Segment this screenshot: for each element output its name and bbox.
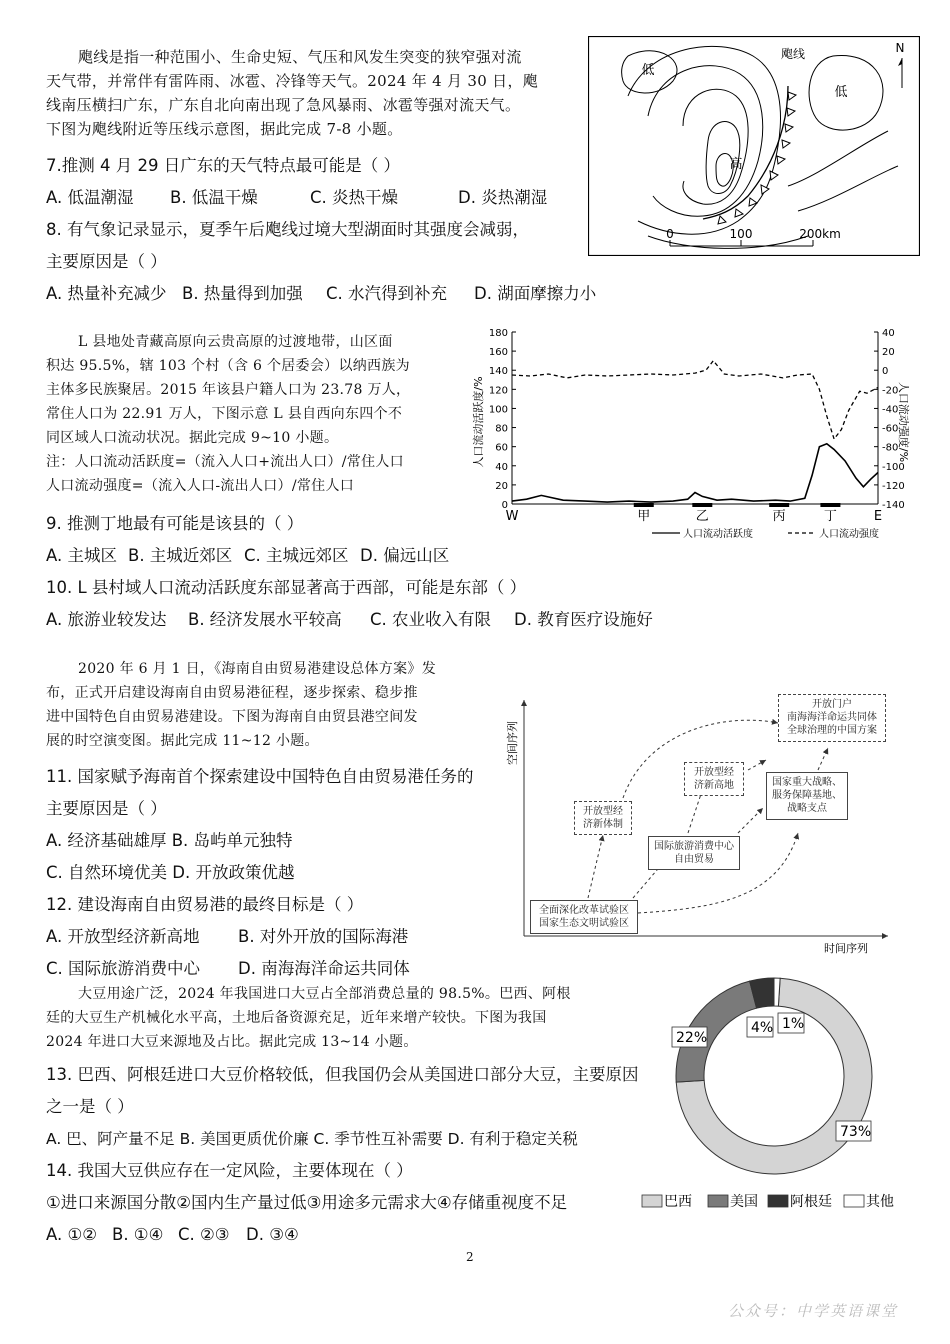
q14-option-b[interactable]: B. ①④ (112, 1225, 164, 1244)
section4-intro (46, 982, 636, 1054)
intro-line: 常住人口为 22.91 万人，下图示意 L 县自西向东四个不 (46, 406, 403, 422)
right-tick-label: -120 (882, 480, 905, 492)
intro-line: 飑线是指一种范围小、生命史短、气压和风发生突变的狭窄强对流 (78, 48, 522, 66)
q13-options[interactable]: A. 巴、阿产量不足 B. 美国更质优价廉 C. 季节性互补需要 D. 有利于稳定关税 (46, 1130, 578, 1148)
x-tick-label: 丁 (823, 509, 837, 524)
q14-stem: 14. 我国大豆供应存在一定风险，主要体现在（ ） (46, 1161, 413, 1180)
q13-stem-line2: 之一是（ ） (46, 1097, 134, 1116)
section3-intro (46, 657, 496, 753)
q7-option-b[interactable]: B. 低温干燥 (170, 188, 258, 207)
q8-stem-line2: 主要原因是（ ） (46, 252, 167, 271)
q11-stem-line1: 11. 国家赋予海南首个探索建设中国特色自由贸易港任务的 (46, 767, 474, 786)
left-tick-label: 160 (488, 347, 508, 359)
x-tick-label: 丙 (772, 509, 786, 524)
right-tick-label: 0 (882, 366, 889, 378)
right-tick-label: -40 (882, 404, 899, 416)
population-flow-chart (470, 322, 910, 544)
soybean-import-donut-chart (636, 976, 910, 1216)
diagram-box-open-economy-system (574, 801, 632, 835)
right-tick-label: 20 (882, 347, 895, 359)
legend-label: 美国 (730, 1194, 758, 1210)
q12-option-c[interactable]: C. 国际旅游消费中心 (46, 959, 201, 978)
q9-option-a[interactable]: A. 主城区 (46, 546, 117, 565)
right-tick-label: 40 (882, 328, 895, 339)
box-text: 开放门户 (812, 699, 852, 710)
left-tick-label: 80 (495, 423, 508, 435)
intro-line: 天气带，并常伴有雷阵雨、冰雹、冷锋等天气。2024 年 4 月 30 日，飑 (46, 72, 539, 90)
right-tick-label: -60 (882, 423, 899, 435)
slice-label: 1% (782, 1016, 805, 1032)
diagram-box-tourism-center (648, 836, 740, 870)
legend-swatch (642, 1195, 662, 1207)
slice-label: 22% (676, 1030, 708, 1046)
q14-option-c[interactable]: C. ②③ (178, 1225, 230, 1244)
intro-line: 布，正式开启建设海南自由贸易港征程，逐步探索、稳步推 (46, 685, 418, 701)
box-text: 自由贸易 (674, 854, 714, 865)
box-text: 国家重大战略、 (772, 777, 842, 788)
q8-option-b[interactable]: B. 热量得到加强 (182, 284, 303, 303)
q9-option-d[interactable]: D. 偏远山区 (360, 546, 450, 565)
box-text: 国际旅游消费中心 (654, 841, 734, 852)
region-marker (692, 503, 712, 507)
section2-intro (46, 330, 466, 498)
low-pressure-label: 低 (641, 63, 655, 78)
intro-line: 2020 年 6 月 1 日，《海南自由贸易港建设总体方案》发 (78, 661, 436, 677)
slice-label: 73% (840, 1124, 872, 1140)
left-axis-title: 人口流动活跃度/% (472, 376, 485, 468)
diagram-box-national-strategy (766, 772, 848, 820)
q11-options-line2[interactable]: C. 自然环境优美 D. 开放政策优越 (46, 863, 295, 882)
legend-label: 人口流动强度 (819, 529, 879, 540)
legend-label: 人口流动活跃度 (683, 529, 753, 540)
left-tick-label: 40 (495, 461, 508, 473)
q14-items: ①进口来源国分散②国内生产量过低③用途多元需求大④存储重视度不足 (46, 1193, 568, 1212)
diagram-box-open-gateway (778, 694, 886, 742)
q13-stem-line1: 13. 巴西、阿根廷进口大豆价格较低，但我国仍会从美国进口部分大豆，主要原因 (46, 1065, 639, 1084)
right-tick-label: -140 (882, 500, 905, 511)
y-axis-label: 空间序列 (506, 721, 519, 765)
box-text: 济新体制 (583, 819, 623, 830)
region-marker (820, 503, 840, 507)
q9-stem: 9. 推测丁地最有可能是该县的（ ） (46, 514, 304, 533)
q10-stem: 10. L 县村域人口流动活跃度东部显著高于西部，可能是东部（ ） (46, 578, 527, 597)
q10-option-c[interactable]: C. 农业收入有限 (370, 610, 492, 629)
x-tick-label: 乙 (695, 509, 709, 524)
isobar-map (588, 36, 920, 256)
intro-line: 展的时空演变图。据此完成 11~12 小题。 (46, 733, 319, 749)
legend-label: 阿根廷 (790, 1194, 832, 1210)
box-text: 开放型经 (694, 767, 734, 778)
right-tick-label: -100 (882, 461, 905, 473)
intro-line: 下图为飑线附近等压线示意图，据此完成 7-8 小题。 (46, 120, 403, 138)
q11-options-line1[interactable]: A. 经济基础雄厚 B. 岛屿单元独特 (46, 831, 293, 850)
right-tick-label: -80 (882, 442, 899, 454)
page-number: 2 (466, 1250, 474, 1264)
diagram-box-open-economy-highland (684, 762, 744, 796)
scale-label: 200km (799, 227, 841, 241)
q12-option-b[interactable]: B. 对外开放的国际海港 (238, 927, 409, 946)
free-trade-port-diagram (498, 688, 898, 958)
q8-option-c[interactable]: C. 水汽得到补充 (326, 284, 448, 303)
q12-option-a[interactable]: A. 开放型经济新高地 (46, 927, 200, 946)
left-tick-label: 120 (488, 385, 508, 397)
q7-option-c[interactable]: C. 炎热干燥 (310, 188, 399, 207)
q7-option-a[interactable]: A. 低温潮湿 (46, 188, 134, 207)
box-text: 济新高地 (694, 780, 734, 791)
intro-line: L 县地处青藏高原向云贵高原的过渡地带，山区面 (78, 334, 393, 350)
q10-option-d[interactable]: D. 教育医疗设施好 (514, 610, 653, 629)
box-text: 服务保障基地、 (772, 790, 842, 801)
q8-option-a[interactable]: A. 热量补充减少 (46, 284, 167, 303)
box-text: 全球治理的中国方案 (787, 725, 877, 736)
q12-stem: 12. 建设海南自由贸易港的最终目标是（ ） (46, 895, 364, 914)
x-tick-label: 甲 (637, 509, 651, 524)
right-tick-label: -20 (882, 385, 899, 397)
x-tick-label: E (873, 509, 883, 524)
scale-label: 0 (666, 227, 674, 241)
q12-option-d[interactable]: D. 南海海洋命运共同体 (238, 959, 410, 978)
section1-intro (46, 45, 571, 141)
intro-line: 同区域人口流动状况。据此完成 9~10 小题。 (46, 430, 339, 446)
north-label: N (895, 41, 905, 55)
left-tick-label: 60 (495, 442, 508, 454)
note-line: 注：人口流动活跃度=（流入人口+流出人口）/常住人口 (46, 454, 404, 470)
intensity-series-line (512, 361, 878, 439)
q7-stem: 7.推测 4 月 29 日广东的天气特点最可能是（ ） (46, 156, 400, 175)
q9-option-c[interactable]: C. 主城远郊区 (244, 546, 349, 565)
chart-legend (652, 527, 879, 540)
intro-line: 进中国特色自由贸易港建设。下图为海南自由贸县港空间发 (46, 709, 418, 725)
q10-option-b[interactable]: B. 经济发展水平较高 (188, 610, 342, 629)
q11-stem-line2: 主要原因是（ ） (46, 799, 167, 818)
intro-line: 廷的大豆生产机械化水平高，土地后备资源充足，近年来增产较快。下图为我国 (46, 1010, 547, 1026)
intro-line: 2024 年进口大豆来源地及占比。据此完成 13~14 小题。 (46, 1034, 418, 1050)
note-line: 人口流动强度=（流入人口-流出人口）/常住人口 (46, 478, 355, 494)
intro-line: 积达 95.5%，辖 103 个村（含 6 个居委会）以纳西族为 (46, 358, 410, 374)
intro-line: 主体多民族聚居。2015 年该县户籍人口为 23.78 万人， (46, 382, 411, 398)
legend-swatch (844, 1195, 864, 1207)
left-tick-label: 0 (501, 500, 508, 511)
right-axis-title: 人口流动强度/% (897, 381, 910, 463)
box-text: 战略支点 (787, 803, 827, 814)
box-text: 国家生态文明试验区 (539, 918, 629, 929)
x-tick-label: W (505, 509, 519, 524)
legend-label: 巴西 (664, 1194, 692, 1210)
q14-option-a[interactable]: A. ①② (46, 1225, 98, 1244)
q14-option-d[interactable]: D. ③④ (246, 1225, 299, 1244)
box-text: 开放型经 (583, 806, 623, 817)
intro-line: 线南压横扫广东，广东自北向南出现了急风暴雨、冰雹等强对流天气。 (46, 96, 521, 114)
left-tick-label: 140 (488, 366, 508, 378)
q7-option-d[interactable]: D. 炎热潮湿 (458, 188, 548, 207)
slice-label: 4% (751, 1020, 774, 1036)
activity-series-line (512, 444, 878, 502)
box-text: 全面深化改革试验区 (539, 905, 629, 916)
x-axis-label: 时间序列 (824, 942, 868, 955)
low-pressure-label: 低 (834, 85, 848, 100)
squall-line-label: 飑线 (781, 47, 806, 61)
q8-stem-line1: 8. 有气象记录显示，夏季午后飑线过境大型湖面时其强度会减弱， (46, 220, 529, 239)
diagram-box-reform-zone (530, 900, 638, 934)
legend-label: 其他 (866, 1194, 894, 1210)
left-tick-label: 180 (488, 328, 508, 339)
q10-option-a[interactable]: A. 旅游业较发达 (46, 610, 167, 629)
watermark: 公众号：中学英语课堂 (728, 1302, 899, 1320)
q9-option-b[interactable]: B. 主城近郊区 (128, 546, 233, 565)
intro-line: 大豆用途广泛，2024 年我国进口大豆占全部消费总量的 98.5%。巴西、阿根 (78, 986, 571, 1002)
legend-swatch (768, 1195, 788, 1207)
q8-option-d[interactable]: D. 湖面摩擦力小 (474, 284, 597, 303)
region-marker (634, 503, 654, 507)
box-text: 南海海洋命运共同体 (787, 712, 877, 723)
left-tick-label: 100 (488, 404, 508, 416)
high-pressure-label: 高 (729, 157, 743, 172)
legend-swatch (708, 1195, 728, 1207)
region-marker (769, 503, 789, 507)
scale-label: 100 (729, 227, 753, 241)
left-tick-label: 20 (495, 480, 508, 492)
